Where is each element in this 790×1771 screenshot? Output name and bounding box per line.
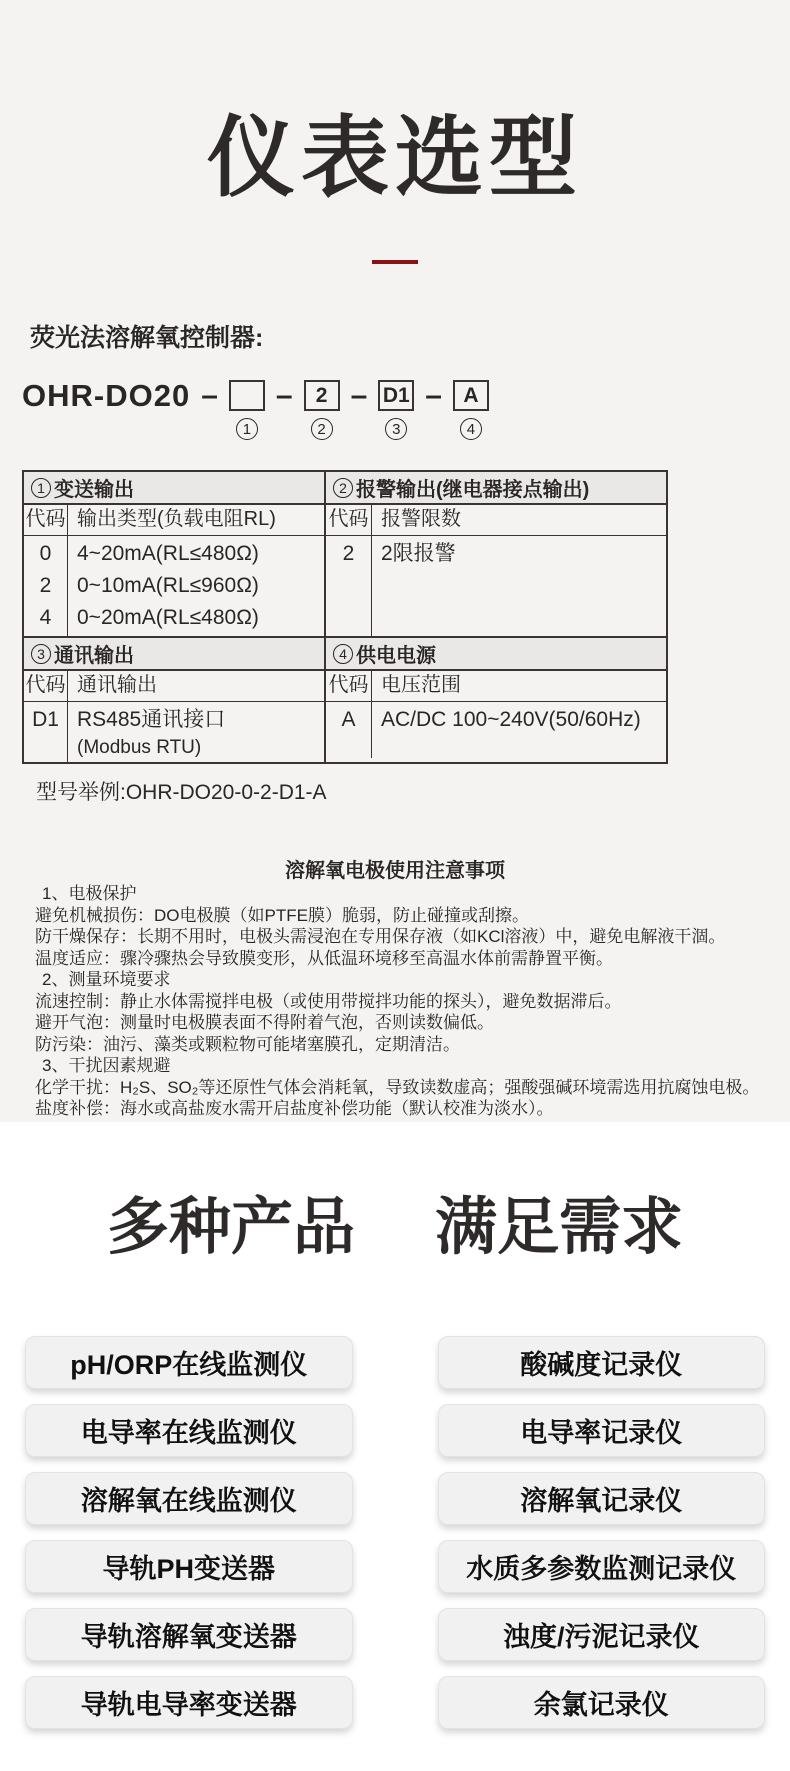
model-code-row — [22, 380, 790, 440]
code-cells — [326, 536, 372, 636]
note-line: 防干燥保存：长期不用时，电极头需浸泡在专用保存液（如KCl溶液）中，避免电解液干涸。 — [35, 927, 726, 946]
section-power-supply — [324, 638, 666, 762]
value-cells — [68, 702, 324, 762]
product-button-rail-do-transmitter[interactable]: 导轨溶解氧变送器 — [25, 1608, 353, 1661]
product-button-rail-conductivity-transmitter[interactable]: 导轨电导率变送器 — [25, 1676, 353, 1729]
code-header-cell: 代码 — [326, 671, 372, 701]
model-prefix: OHR-DO20 — [22, 378, 191, 413]
product-button-acidity-recorder[interactable]: 酸碱度记录仪 — [438, 1336, 766, 1389]
model-dash: – — [350, 379, 368, 412]
code-index-1: 1 — [236, 418, 258, 440]
table-rows — [326, 536, 666, 636]
value-header-cell: 报警限数 — [381, 508, 461, 530]
notes-title: 溶解氧电极使用注意事项 — [285, 860, 505, 882]
code-cells — [24, 536, 68, 636]
note-line: 盐度补偿：海水或高盐废水需开启盐度补偿功能（默认校准为淡水）。 — [35, 1099, 554, 1118]
product-button-multiparameter-recorder[interactable]: 水质多参数监测记录仪 — [438, 1540, 766, 1593]
value-header-cell: 电压范围 — [381, 674, 461, 696]
value-cells — [372, 536, 666, 636]
section-num-icon: 3 — [31, 644, 51, 664]
model-dash: – — [425, 379, 442, 412]
code-header-cell: 代码 — [326, 505, 372, 535]
note-line: 避开气泡：测量时电极膜表面不得附着气泡，否则读数偏低。 — [35, 1013, 494, 1032]
code-cell: 2 — [39, 574, 52, 597]
product-button-conductivity-recorder[interactable]: 电导率记录仪 — [438, 1404, 766, 1457]
model-dash: – — [201, 379, 218, 412]
spec-table-band-2 — [24, 636, 666, 762]
model-code-slot-2 — [304, 380, 340, 440]
section-communication-output — [24, 638, 324, 762]
note-line: 防污染：油污、藻类或颗粒物可能堵塞膜孔，定期清洁。 — [35, 1034, 460, 1054]
code-cell: 2 — [342, 542, 355, 565]
code-header-cell: 代码 — [24, 671, 68, 701]
product-grid — [25, 1336, 765, 1729]
section-title-label: 通讯输出 — [54, 645, 134, 667]
code-index-3: 3 — [385, 418, 407, 440]
products-title — [0, 1177, 790, 1266]
page-title: 仪表选型 — [206, 108, 583, 207]
product-button-residual-chlorine-recorder[interactable]: 余氯记录仪 — [438, 1676, 766, 1729]
value-cell: 0~10mA(RL≤960Ω) — [77, 574, 259, 597]
spec-table-band-1 — [24, 472, 666, 636]
value-header-cell: 输出类型(负载电阻RL) — [77, 508, 276, 530]
model-example: 型号举例:OHR-DO20-0-2-D1-A — [36, 781, 327, 804]
model-code-slot-3 — [378, 380, 414, 440]
code-cell: A — [341, 708, 356, 731]
column-headers — [24, 671, 324, 702]
selector-subtitle: 荧光法溶解氧控制器: — [30, 324, 264, 352]
note-line: 温度适应：骤冷骤热会导致膜变形，从低温环境移至高温水体前需静置平衡。 — [35, 948, 613, 968]
code-index-2: 2 — [311, 418, 333, 440]
table-rows — [24, 536, 324, 636]
code-header-cell: 代码 — [24, 505, 68, 535]
table-rows — [326, 702, 666, 758]
product-button-dissolved-oxygen-monitor[interactable]: 溶解氧在线监测仪 — [25, 1472, 353, 1525]
value-header-cell: 通讯输出 — [77, 674, 157, 696]
note-line: 避免机械损伤：DO电极膜（如PTFE膜）脆弱，防止碰撞或刮擦。 — [35, 905, 529, 925]
products-title-left: 多种产品 — [106, 1193, 355, 1262]
value-cell: RS485通讯接口 — [77, 708, 226, 731]
code-index-4: 4 — [460, 418, 482, 440]
code-cell: 4 — [39, 606, 52, 629]
section-title-label: 变送输出 — [54, 479, 134, 501]
column-headers — [326, 505, 666, 536]
section-num-icon: 1 — [31, 478, 51, 498]
note-line: 3、干扰因素规避 — [42, 1056, 171, 1075]
section-title-label: 供电电源 — [356, 645, 436, 667]
section-title — [24, 472, 324, 505]
note-line: 化学干扰：H₂S、SO₂等还原性气体会消耗氧，导致读数虚高；强酸强碱环境需选用抗腐蚀电极。 — [35, 1077, 760, 1097]
column-headers — [326, 671, 666, 702]
products-section — [0, 1122, 790, 1729]
table-rows — [24, 702, 324, 762]
code-box-3: D1 — [378, 380, 414, 411]
model-dash: – — [275, 379, 293, 412]
note-line: 1、电极保护 — [42, 884, 137, 903]
section-num-icon: 4 — [333, 644, 353, 664]
value-cell: AC/DC 100~240V(50/60Hz) — [381, 708, 641, 731]
column-headers — [24, 505, 324, 536]
code-box-1 — [229, 380, 265, 411]
code-cells — [326, 702, 372, 758]
model-code-slot-4 — [453, 380, 489, 440]
value-cell-line2: (Modbus RTU) — [77, 737, 202, 758]
spec-table — [22, 470, 668, 764]
section-transmission-output — [24, 472, 324, 636]
value-cell: 0~20mA(RL≤480Ω) — [77, 606, 259, 629]
red-divider — [372, 260, 418, 264]
section-num-icon: 2 — [333, 478, 353, 498]
code-cell: D1 — [32, 708, 59, 731]
note-line: 2、测量环境要求 — [42, 970, 171, 989]
product-button-dissolved-oxygen-recorder[interactable]: 溶解氧记录仪 — [438, 1472, 766, 1525]
section-title-label: 报警输出(继电器接点输出) — [356, 479, 590, 501]
code-cells — [24, 702, 68, 762]
code-box-4: A — [453, 380, 489, 411]
note-line: 流速控制：静止水体需搅拌电极（或使用带搅拌功能的探头），避免数据滞后。 — [35, 991, 622, 1011]
section-title — [24, 638, 324, 671]
model-code-slot-1 — [229, 380, 265, 440]
products-title-right: 满足需求 — [435, 1193, 684, 1262]
code-cell: 0 — [39, 542, 52, 565]
value-cell: 2限报警 — [381, 542, 456, 565]
value-cells — [372, 702, 666, 758]
product-button-rail-ph-transmitter[interactable]: 导轨PH变送器 — [25, 1540, 353, 1593]
value-cells — [68, 536, 324, 636]
value-cell: 4~20mA(RL≤480Ω) — [77, 542, 259, 565]
section-alarm-output — [324, 472, 666, 636]
section-title — [326, 638, 666, 671]
product-button-conductivity-monitor[interactable]: 电导率在线监测仪 — [25, 1404, 353, 1457]
product-button-turbidity-recorder[interactable]: 浊度/污泥记录仪 — [438, 1608, 766, 1661]
notes-block — [0, 854, 790, 1120]
product-button-ph-orp-monitor[interactable]: pH/ORP在线监测仪 — [25, 1336, 353, 1389]
section-title — [326, 472, 666, 505]
code-box-2: 2 — [304, 380, 340, 411]
